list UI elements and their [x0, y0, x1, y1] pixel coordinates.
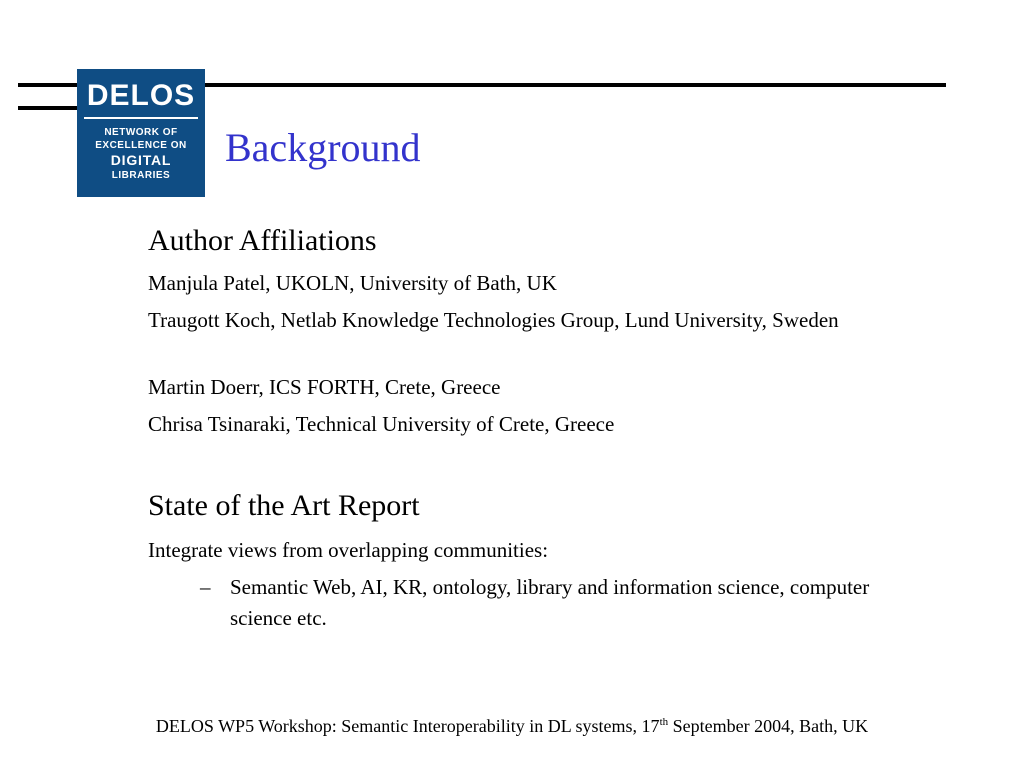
slide-title: Background	[225, 125, 421, 170]
delos-logo	[77, 69, 205, 197]
report-sub-item-text: Semantic Web, AI, KR, ontology, library and information science, computer science etc.	[230, 575, 870, 630]
report-line: Integrate views from overlapping communities:	[148, 538, 549, 562]
footer-text-after: September 2004, Bath, UK	[668, 716, 869, 736]
section-heading-affiliations: Author Affiliations	[148, 224, 377, 257]
logo-word: DELOS	[86, 79, 196, 112]
logo-divider	[84, 117, 198, 119]
affiliation-item: Chrisa Tsinaraki, Technical University of Crete, Greece	[148, 412, 615, 436]
logo-tagline	[77, 126, 205, 182]
affiliation-item: Traugott Koch, Netlab Knowledge Technologies Group, Lund University, Sweden	[148, 308, 839, 332]
slide-footer	[0, 714, 1024, 738]
logo-tagline-line3: DIGITAL	[110, 152, 172, 168]
footer-superscript: th	[659, 716, 669, 728]
dash-bullet: –	[200, 575, 211, 599]
footer-text-before: DELOS WP5 Workshop: Semantic Interoperability in DL systems, 17	[155, 716, 660, 736]
section-heading-report: State of the Art Report	[148, 489, 420, 522]
affiliation-item: Martin Doerr, ICS FORTH, Crete, Greece	[148, 375, 501, 399]
logo-tagline-line4: LIBRARIES	[111, 170, 171, 181]
logo-tagline-line1: NETWORK OF	[104, 127, 178, 138]
logo-tagline-line2: EXCELLENCE ON	[95, 140, 187, 151]
affiliation-item: Manjula Patel, UKOLN, University of Bath, UK	[148, 271, 557, 295]
